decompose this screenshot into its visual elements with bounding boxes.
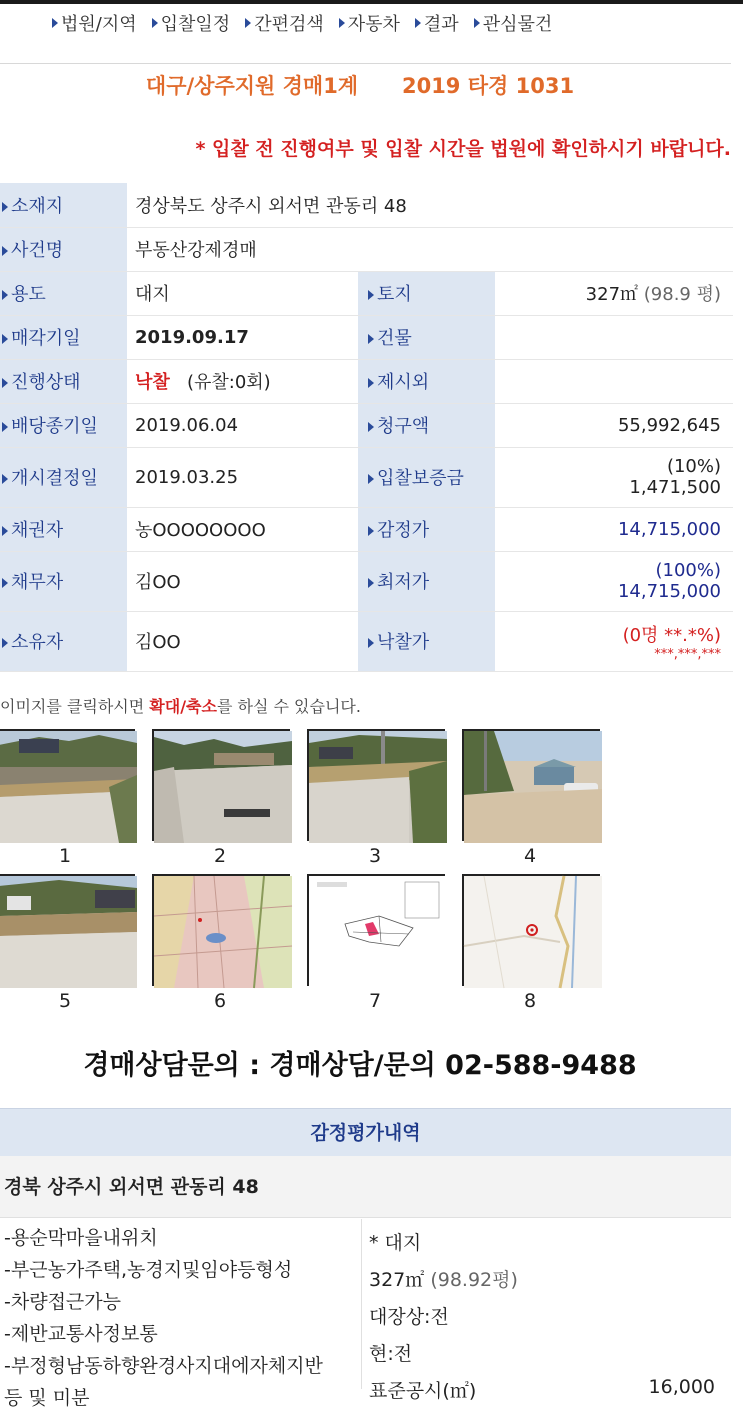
label-cell xyxy=(0,183,127,227)
label-cell xyxy=(0,551,127,611)
triangle-icon xyxy=(2,638,8,648)
nav-court-region[interactable] xyxy=(52,10,137,36)
top-nav xyxy=(52,10,552,36)
label-cell xyxy=(0,227,127,271)
label-text: 청구액 xyxy=(377,416,430,437)
case-number: 2019 타경 1031 xyxy=(401,74,575,98)
photo-thumbnail-3[interactable] xyxy=(307,729,445,841)
appraisal-ledger: 대장상:전 xyxy=(369,1306,449,1328)
nav-label: 법원/지역 xyxy=(61,14,137,35)
label-cell xyxy=(0,507,127,551)
table-row xyxy=(0,315,733,359)
label-text: 용도 xyxy=(11,284,46,305)
label-cell xyxy=(358,507,495,551)
label-text: 진행상태 xyxy=(11,372,81,393)
minimum-percent: (100%) xyxy=(655,560,721,581)
hint-text: 를 하실 수 있습니다. xyxy=(216,697,361,716)
appraisal-note: 등 및 미분 xyxy=(4,1387,90,1409)
label-cell xyxy=(358,359,495,403)
land-value xyxy=(495,271,733,315)
label-text: 소재지 xyxy=(11,195,64,217)
label-cell xyxy=(358,447,495,507)
label-cell xyxy=(358,611,495,671)
nav-label: 결과 xyxy=(423,14,459,35)
photo-thumbnail-4[interactable] xyxy=(462,729,600,841)
triangle-icon xyxy=(152,18,158,28)
triangle-icon xyxy=(2,246,8,256)
label-cell xyxy=(0,611,127,671)
label-text: 채무자 xyxy=(11,572,64,593)
triangle-icon xyxy=(368,378,374,388)
label-cell xyxy=(0,271,127,315)
label-text: 개시결정일 xyxy=(11,468,98,489)
appraisal-notes xyxy=(4,1222,356,1414)
image-hint xyxy=(0,694,361,717)
bid-warning: * 입찰 전 진행여부 및 입찰 시간을 법원에 확인하시기 바랍니다. xyxy=(195,138,731,160)
area-pyeong: (98.92평) xyxy=(430,1269,518,1291)
label-text: 낙찰가 xyxy=(377,632,430,653)
label-text: 소유자 xyxy=(11,632,64,653)
triangle-icon xyxy=(2,422,8,432)
triangle-icon xyxy=(474,18,480,28)
triangle-icon xyxy=(2,578,8,588)
minimum-amount: 14,715,000 xyxy=(617,581,721,602)
nav-quick-search[interactable] xyxy=(245,10,324,36)
land-photo-image xyxy=(154,731,292,843)
photo-label-4: 4 xyxy=(523,845,537,867)
case-title xyxy=(0,70,720,100)
nav-vehicle[interactable] xyxy=(339,10,400,36)
appraisal-price-row xyxy=(369,1376,731,1413)
winning-amount: ***,***,*** xyxy=(654,646,721,662)
winning-value xyxy=(495,611,733,671)
top-bar xyxy=(0,0,743,4)
appraisal-item: * 대지 xyxy=(369,1232,422,1254)
court-name: 대구/상주지원 경매1계 xyxy=(145,74,359,98)
status-value xyxy=(127,359,358,403)
auction-consult-phone[interactable]: 경매상담문의 : 경매상담/문의 02-588-9488 xyxy=(83,1050,637,1081)
table-row xyxy=(0,447,733,507)
appraisal-note: -부정형남동하향완경사지대에자체지반 xyxy=(4,1355,323,1377)
appraisal-value: 14,715,000 xyxy=(495,507,733,551)
triangle-icon xyxy=(415,18,421,28)
building-value xyxy=(495,315,733,359)
photo-label-1: 1 xyxy=(58,845,72,867)
land-photo-image xyxy=(0,876,137,988)
table-row xyxy=(0,551,733,611)
label-text: 최저가 xyxy=(377,572,430,593)
nav-label: 관심물건 xyxy=(482,14,553,35)
case-info-table xyxy=(0,183,733,672)
land-pyeong: (98.9 평) xyxy=(643,284,721,305)
triangle-icon xyxy=(52,18,58,28)
dividend-value: 2019.06.04 xyxy=(127,403,358,447)
label-text: 매각기일 xyxy=(11,328,81,349)
hint-text: 이미지를 클릭하시면 xyxy=(0,697,150,716)
table-row xyxy=(0,359,733,403)
claim-value: 55,992,645 xyxy=(495,403,733,447)
label-cell xyxy=(358,315,495,359)
table-row xyxy=(0,507,733,551)
nav-label: 자동차 xyxy=(347,14,400,35)
triangle-icon xyxy=(368,422,374,432)
label-cell xyxy=(0,359,127,403)
site-plan-image xyxy=(309,876,447,988)
nav-label: 입찰일정 xyxy=(160,14,231,35)
label-cell xyxy=(0,403,127,447)
label-text: 제시외 xyxy=(377,372,430,393)
photo-label-6: 6 xyxy=(213,990,227,1012)
label-cell xyxy=(358,551,495,611)
address-value: 경상북도 상주시 외서면 관동리 48 xyxy=(127,183,733,227)
label-text: 배당종기일 xyxy=(11,416,98,437)
triangle-icon xyxy=(368,526,374,536)
photo-label-5: 5 xyxy=(58,990,72,1012)
appraisal-note: -제반교통사정보통 xyxy=(4,1323,158,1345)
location-map-image xyxy=(464,876,602,988)
table-row xyxy=(0,271,733,315)
photo-label-7: 7 xyxy=(368,990,382,1012)
triangle-icon xyxy=(368,474,374,484)
appraisal-note: -용순막마을내위치 xyxy=(4,1227,158,1249)
divider xyxy=(0,63,731,64)
label-text: 채권자 xyxy=(11,520,64,541)
label-cell xyxy=(358,271,495,315)
triangle-icon xyxy=(2,202,8,212)
label-text: 토지 xyxy=(377,284,412,305)
photo-thumbnail-8[interactable] xyxy=(462,874,600,986)
triangle-icon xyxy=(2,290,8,300)
price-label: 표준공시(㎡) xyxy=(369,1380,477,1402)
start-value: 2019.03.25 xyxy=(127,447,358,507)
hint-highlight: 확대/축소 xyxy=(149,697,217,716)
photo-thumbnail-7[interactable] xyxy=(307,874,445,986)
area-value: 327㎡ xyxy=(369,1269,425,1291)
winning-percent: (0명 **.*%) xyxy=(622,624,721,646)
land-area: 327㎡ xyxy=(585,284,639,305)
cadastral-map-image xyxy=(154,876,292,988)
triangle-icon xyxy=(339,18,345,28)
appraisal-current: 현:전 xyxy=(369,1343,413,1365)
triangle-icon xyxy=(2,378,8,388)
table-row xyxy=(0,611,733,671)
deposit-amount: 1,471,500 xyxy=(629,477,721,498)
label-text: 사건명 xyxy=(11,240,64,261)
minimum-value xyxy=(495,551,733,611)
table-row xyxy=(0,183,733,227)
triangle-icon xyxy=(368,578,374,588)
appraisal-details xyxy=(369,1228,731,1413)
owner-value: 김OO xyxy=(127,611,358,671)
table-row xyxy=(0,227,733,271)
nav-watchlist[interactable] xyxy=(474,10,553,36)
triangle-icon xyxy=(245,18,251,28)
nav-bid-schedule[interactable] xyxy=(152,10,231,36)
photo-label-8: 8 xyxy=(523,990,537,1012)
triangle-icon xyxy=(368,638,374,648)
label-cell xyxy=(0,447,127,507)
triangle-icon xyxy=(2,334,8,344)
nav-results[interactable] xyxy=(415,10,459,36)
photo-thumbnail-2[interactable] xyxy=(152,729,290,841)
appraisal-area xyxy=(369,1265,731,1302)
label-text: 감정가 xyxy=(377,520,430,541)
land-photo-image xyxy=(309,731,447,843)
triangle-icon xyxy=(368,334,374,344)
photo-label-3: 3 xyxy=(368,845,382,867)
extra-value xyxy=(495,359,733,403)
photo-label-2: 2 xyxy=(213,845,227,867)
label-text: 건물 xyxy=(377,328,412,349)
label-text: 입찰보증금 xyxy=(377,468,464,489)
triangle-icon xyxy=(368,290,374,300)
photo-thumbnail-6[interactable] xyxy=(152,874,290,986)
label-cell xyxy=(0,315,127,359)
sale-date-value: 2019.09.17 xyxy=(127,315,358,359)
table-row xyxy=(0,403,733,447)
deposit-percent: (10%) xyxy=(666,456,721,477)
photo-thumbnail-1[interactable] xyxy=(0,729,135,841)
deposit-value xyxy=(495,447,733,507)
use-value: 대지 xyxy=(127,271,358,315)
photo-thumbnail-5[interactable] xyxy=(0,874,135,986)
triangle-icon xyxy=(2,526,8,536)
appraisal-note: -차량접근가능 xyxy=(4,1291,121,1313)
status-badge: 낙찰 xyxy=(135,372,170,393)
divider xyxy=(361,1219,362,1389)
debtor-value: 김OO xyxy=(127,551,358,611)
land-photo-image xyxy=(0,731,137,843)
appraisal-note: -부근농가주택,농경지및임야등형성 xyxy=(4,1259,293,1281)
label-cell xyxy=(358,403,495,447)
price-value: 16,000 xyxy=(648,1376,715,1398)
land-photo-image xyxy=(464,731,602,843)
case-name-value: 부동산강제경매 xyxy=(127,227,733,271)
creditor-value: 농OOOOOOOO xyxy=(127,507,358,551)
nav-label: 간편검색 xyxy=(254,14,324,35)
triangle-icon xyxy=(2,474,8,484)
status-note: (유찰:0회) xyxy=(186,372,271,393)
appraisal-address: 경북 상주시 외서면 관동리 48 xyxy=(0,1156,731,1218)
appraisal-section-title: 감정평가내역 xyxy=(0,1108,731,1156)
